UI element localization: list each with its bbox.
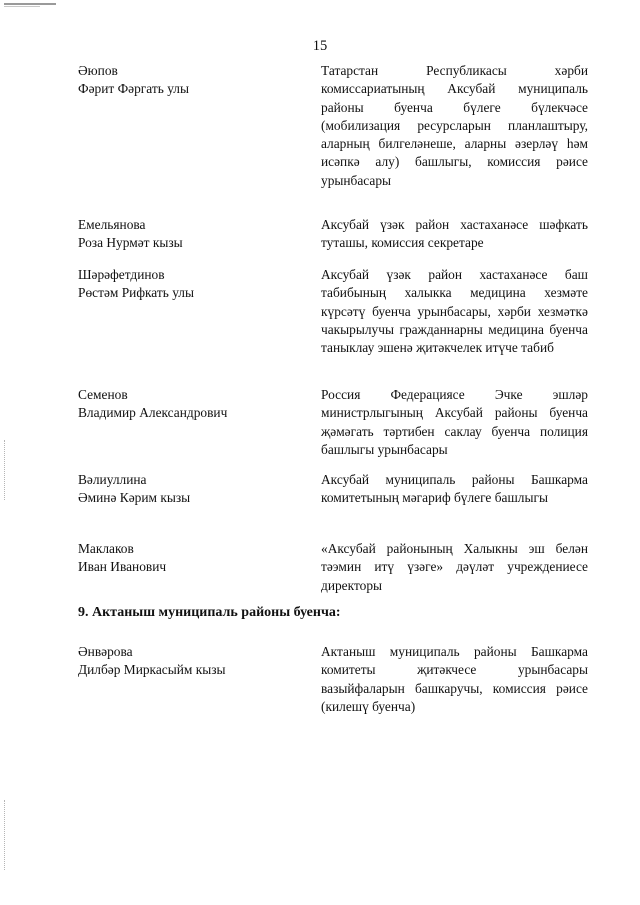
member-given-names: Дилбәр Миркасыйм кызы (78, 662, 226, 678)
member-given-names: Рөстәм Рифкать улы (78, 285, 194, 301)
scan-artifact-line (4, 6, 40, 7)
member-position: Актаныш муниципаль районы Башкарма комитеты җитәкчесе урынбасары вазыйфаларын башкаручы, комиссия рәисе (килешү буенча) (321, 644, 588, 714)
member-surname: Вәлиуллина (78, 472, 147, 487)
member-position: Аксубай муниципаль районы Башкарма комитетының мәгариф бүлеге башлыгы (321, 472, 588, 506)
member-position: Аксубай үзәк район хастаханәсе баш табибының халыкка медицина хезмәте күрсәтү буенча урынбасары, хәрби хезмәткә чакырылучы гражданнарны медицина буенча таныклау эшенә җитәкчелек итүче табиб (321, 267, 588, 356)
member-surname: Семенов (78, 387, 128, 402)
member-name (78, 62, 298, 99)
member-name (78, 266, 298, 303)
page-number: 15 (312, 38, 328, 54)
member-surname: Шәрәфетдинов (78, 267, 165, 282)
member-name (78, 540, 298, 577)
section-heading: 9. Актаныш муниципаль районы буенча: (78, 605, 341, 620)
member-given-names: Роза Нурмәт кызы (78, 235, 183, 251)
member-position: Россия Федерациясе Эчке эшләр министрлыгының Аксубай районы буенча җәмәгать тәртибен саклау буенча полиция башлыгы урынбасары (321, 387, 588, 457)
member-position: «Аксубай районының Халыкны эш белән тәэмин итү үзәге» дәүләт учреждениесе директоры (321, 541, 588, 593)
member-position: Аксубай үзәк район хастаханәсе шәфкать туташы, комиссия секретаре (321, 217, 588, 251)
member-given-names: Иван Иванович (78, 559, 167, 575)
member-surname: Емельянова (78, 217, 146, 232)
member-given-names: Фәрит Фәргать улы (78, 81, 189, 97)
scan-artifact-line (4, 3, 56, 5)
binding-holes-marks (4, 440, 7, 500)
member-given-names: Әминә Кәрим кызы (78, 490, 191, 506)
binding-holes-marks (4, 800, 7, 870)
member-position: Татарстан Республикасы хәрби комиссариатының Аксубай муниципаль районы буенча бүлеге бүлекчәсе (мобилизация ресурсларын планлаштыру, аларның билгеләнеше, аларны әзерләү һәм исәпкә алу) башлыгы, комиссия рәисе урынбасары (321, 63, 588, 188)
member-name (78, 643, 298, 680)
member-surname: Әнвәрова (78, 644, 133, 659)
member-given-names: Владимир Александрович (78, 405, 228, 421)
member-name (78, 216, 298, 253)
member-name (78, 386, 298, 423)
member-surname: Маклаков (78, 541, 134, 556)
member-name (78, 471, 298, 508)
member-surname: Әюпов (78, 63, 118, 78)
